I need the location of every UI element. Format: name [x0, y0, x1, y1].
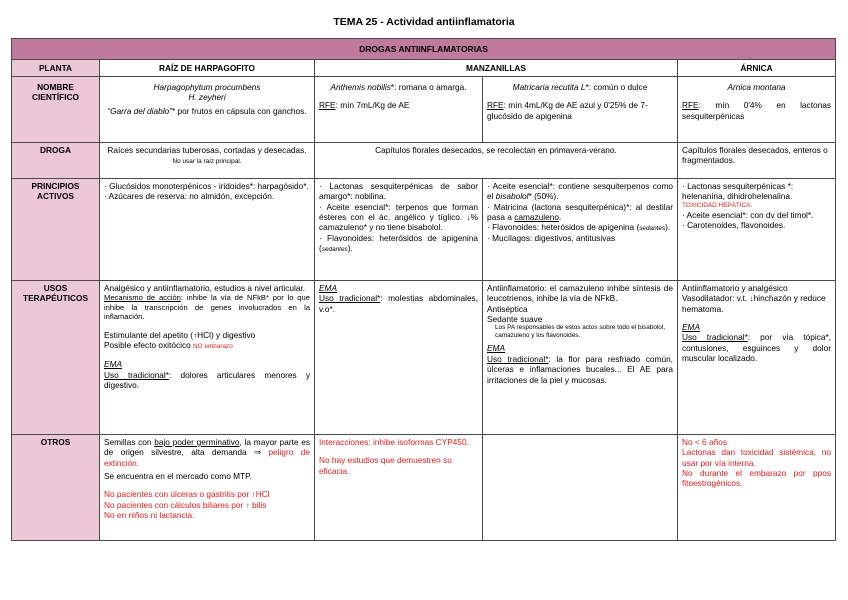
harp-common-name: “Garra del diablo”* por frutos en cápsula con ganchos.: [107, 105, 307, 116]
arnica-droga: Capítulos florales desecados, enteros o fragmentados.: [678, 143, 836, 179]
anthemis-rfe: RFE: mín 7mL/Kg de AE: [319, 100, 410, 111]
harp-principios: · Glucósidos monoterpénicos - iridoides*: harpagósido*. · Azúcares de reserva: no almidón, excepción.: [100, 179, 315, 281]
arnica-usos: Antiinflamatorio y analgésico Vasodilatador: v.t. ↓hinchazón y reduce hematoma. EMA Uso tradicional*: por vía tópica*, contusiones, esguinces y dolor muscular localizado.: [678, 281, 836, 435]
matricaria-otros: [483, 435, 678, 541]
arnica-rfe: RFE: mín 0'4% en lactonas sesquiterpénicas: [682, 100, 831, 121]
matricaria-nombre-cell: [483, 77, 678, 143]
arnica-otros: No < 6 años Lactonas dan toxicidad sistémica, no usar por vía interna. No durante el embarazo por ppos fitoestrogénicos.: [678, 435, 836, 541]
manzanillas-header: MANZANILLAS: [315, 60, 678, 77]
row-label-otros: OTROS: [12, 435, 100, 541]
matricaria-rfe: RFE: mín 4mL/Kg de AE azul y 0'25% de 7-glucósido de apigenina: [487, 100, 648, 121]
manzanillas-droga: Capítulos florales desecados, se recolectan en primavera-verano.: [315, 143, 678, 179]
harp-droga: Raíces secundarias tuberosas, cortadas y desecadas. No usar la raíz principal.: [100, 143, 315, 179]
anthemis-usos: EMA Uso tradicional*: molestias abdominales, v.o*.: [315, 281, 483, 435]
harp-nombre-cell: [100, 77, 315, 143]
harp-scientific-name-2: H. zeyheri: [188, 92, 226, 103]
matricaria-name: Matricaria recutita L*: común o dulce: [512, 82, 648, 92]
section-header: DROGAS ANTIINFLAMATORIAS: [12, 39, 836, 60]
arnica-header: ÁRNICA: [678, 60, 836, 77]
row-label-nombre: NOMBRE CIENTÍFICO: [12, 77, 100, 143]
arnica-principios: · Lactonas sesquiterpénicas *: helenanina, dihidrohelenalina. TOXICIDAD HEPÁTICA. · Aceite esencial*: con dv del timol*. · Carotenoides, flavonoides.: [678, 179, 836, 281]
arnica-nombre-cell: [678, 77, 836, 143]
arnica-toxicity-warning: TOXICIDAD HEPÁTICA.: [682, 201, 753, 209]
row-label-principios: PRINCIPIOS ACTIVOS: [12, 179, 100, 281]
anthemis-nombre-cell: [315, 77, 483, 143]
anthemis-name: Anthemis nobilis*: romana o amarga.: [330, 82, 467, 92]
matricaria-usos: Antiinflamatorio: el camazuleno inhibe síntesis de leucotrienos, inhibe la vía de NFkB. Antiséptica Sedante suave Los PA responsables de estos actos sobre todo el bisabolol, camazuleno y los flavonoides. EMA Uso tradicional*: la flor para resfriado común, úlceras e inflamaciones bucales... El AE para irritaciones de la piel y mucosas.: [483, 281, 678, 435]
anthemis-principios: · Lactonas sesquiterpénicas de sabor amargo*: nobilina. · Aceite esencial*: terpenos que forman ésteres con el ác. angélico y tíglico. ↓% camazuleno* y no tiene bisabolol. · Flavonoides: heterósidos de apigenina (sedantes).: [315, 179, 483, 281]
harp-otros: Semillas con bajo poder germinativo, la mayor parte es de origen silvestre, alta demanda ⇒ peligro de extinción. Se encuentra en el mercado como MTP. No pacientes con úlceras o gastritis por ↑HCl No pacientes con cálculos biliares por ↑ bilis No en niños ni lactancia.: [100, 435, 315, 541]
harp-usos: Analgésico y antiinflamatorio, estudios a nivel articular. Mecanismo de acción: inhibe la vía de NFkB* por lo que inhibe la transcripción de genes involucrados en la inflamación. Estimulante del apetito (↑HCl) y digestivo Posible efecto oxitócico NO embarazo EMA Uso tradicional*: dolores articulares menores y digestivo.: [100, 281, 315, 435]
harp-scientific-name: Harpagophytum procumbens: [153, 82, 261, 92]
drug-table: [11, 38, 836, 541]
harpagofito-header: RAÍZ DE HARPAGOFITO: [100, 60, 315, 77]
planta-header: PLANTA: [12, 60, 100, 77]
row-label-droga: DROGA: [12, 143, 100, 179]
matricaria-principios: · Aceite esencial*: contiene sesquiterpenos como el bisabolol* (50%). · Matricina (lactona sesquiterpénica)*: al destilar pasa a camazuleno. · Flavonoides: heterósidos de apigenina (sedantes). · Mucílagos: digestivos, antitusivas: [483, 179, 678, 281]
row-label-usos: USOS TERAPÉUTICOS: [12, 281, 100, 435]
document-title: TEMA 25 - Actividad antiinflamatoria: [333, 16, 515, 28]
arnica-scientific-name: Arnica montana: [727, 82, 786, 92]
anthemis-otros: Interacciones: inhibe isoformas CYP450. No hay estudios que demuestren su eficacia.: [315, 435, 483, 541]
